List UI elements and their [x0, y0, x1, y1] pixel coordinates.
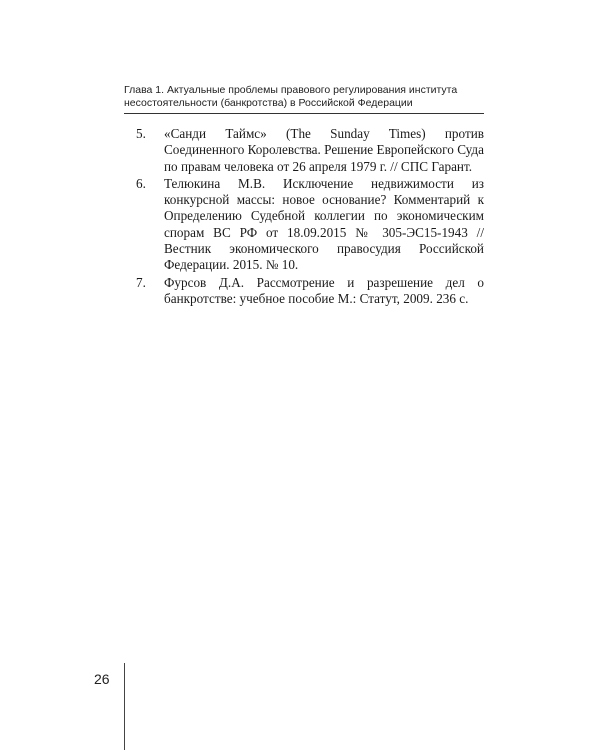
- reference-number: 5.: [136, 126, 146, 141]
- reference-text: Телюкина М.В. Исключение недвижимости из конкурсной массы: новое основание? Комментарий к Определению Судебной коллегии по экономическим спорам ВС РФ от 18.09.2015 № 305-ЭС15-1943 // Вестник экономического правосудия Российской Федерации. 2015. № 10.: [164, 175, 484, 273]
- reference-text: «Санди Таймс» (The Sunday Times) против Соединенного Королевства. Решение Европейского Суда по правам человека от 26 апреля 1979 г. // СПС Гарант.: [164, 126, 484, 174]
- running-header-line-2: несостоятельности (банкротства) в Российской Федерации: [124, 97, 413, 109]
- margin-rule: [124, 663, 125, 750]
- reference-text: Фурсов Д.А. Рассмотрение и разрешение дел о банкротстве: учебное пособие М.: Статут, 2009. 236 с.: [164, 274, 484, 306]
- reference-list: [124, 126, 484, 308]
- reference-item: [124, 126, 484, 175]
- reference-number: 6.: [136, 175, 146, 191]
- page-number: 26: [94, 671, 110, 687]
- reference-item: [124, 176, 484, 274]
- reference-item: [124, 275, 484, 308]
- reference-number: 7.: [136, 274, 146, 290]
- running-header: [124, 84, 484, 114]
- running-header-line-1: Глава 1. Актуальные проблемы правового регулирования института: [124, 84, 458, 96]
